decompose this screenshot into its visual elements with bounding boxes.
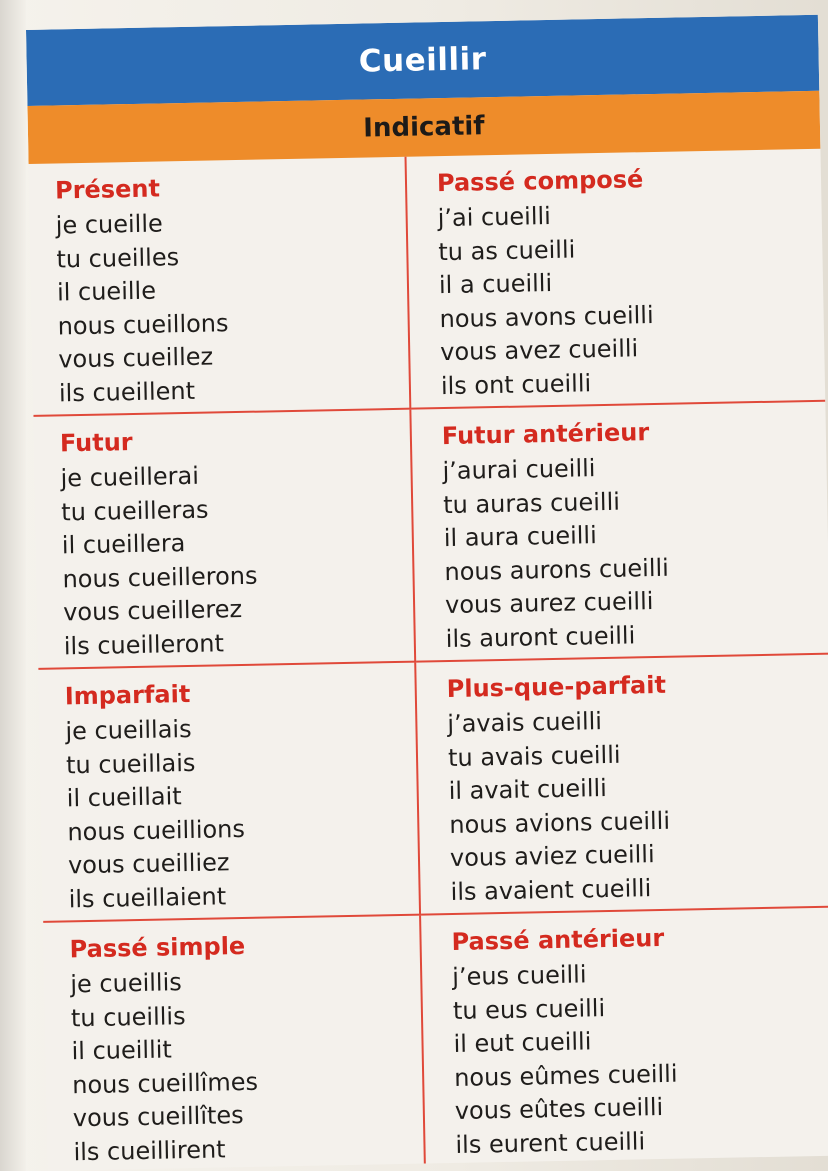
form-line: il cueille: [56, 276, 157, 307]
tense-cell-imparfait: [38, 663, 421, 923]
form-line: nous eûmes cueilli: [453, 1059, 678, 1092]
form-line: ils auront cueilli: [445, 620, 636, 653]
form-line: vous aviez cueilli: [449, 840, 655, 873]
mode-title: Indicatif: [362, 111, 485, 144]
form-line: ils cueillirent: [73, 1134, 226, 1166]
tense-cell-futur-anterieur: [411, 402, 828, 663]
form-line: ils cueillaient: [68, 881, 227, 913]
form-line: il avait cueilli: [448, 773, 608, 806]
tense-cell-passe-compose: [407, 149, 826, 410]
form-list: [447, 701, 828, 909]
form-line: vous cueillerez: [62, 594, 243, 627]
form-line: il cueillit: [71, 1035, 173, 1066]
form-list: [442, 448, 828, 656]
form-line: il cueillera: [61, 529, 186, 560]
tense-heading: Futur: [59, 428, 133, 458]
form-list: [60, 456, 414, 664]
form-line: il eut cueilli: [453, 1027, 592, 1058]
form-line: nous aurons cueilli: [444, 553, 670, 586]
form-line: nous cueillîmes: [71, 1067, 259, 1099]
tense-heading: Passé simple: [69, 931, 246, 964]
form-line: je cueillerai: [60, 461, 200, 493]
form-list: [437, 195, 825, 403]
tense-heading: Passé antérieur: [451, 923, 665, 956]
tense-heading: Imparfait: [64, 679, 191, 711]
form-line: je cueillis: [70, 968, 182, 999]
form-list: [70, 962, 424, 1170]
form-line: je cueillais: [65, 714, 192, 746]
form-line: tu cueilles: [56, 242, 180, 273]
form-line: j’avais cueilli: [447, 707, 603, 739]
form-line: nous avions cueilli: [449, 806, 671, 839]
form-line: ils avaient cueilli: [450, 873, 652, 906]
form-line: tu as cueilli: [438, 234, 576, 266]
conjugation-table: [26, 15, 828, 1171]
form-line: tu avais cueilli: [447, 740, 621, 772]
tense-heading: Présent: [54, 174, 161, 205]
form-line: ils cueilleront: [63, 628, 225, 660]
form-line: j’ai cueilli: [437, 201, 552, 233]
tense-cell-present: [29, 157, 412, 417]
form-line: tu auras cueilli: [442, 487, 621, 519]
verb-title: Cueillir: [358, 41, 487, 80]
form-line: tu cueilleras: [60, 495, 209, 526]
form-line: vous cueilliez: [67, 848, 230, 880]
form-line: j’eus cueilli: [451, 960, 587, 991]
form-line: ils ont cueilli: [440, 368, 592, 400]
form-line: vous cueillez: [58, 342, 214, 374]
form-list: [452, 954, 828, 1162]
form-line: nous cueillions: [67, 814, 246, 846]
tense-grid: [29, 149, 828, 1171]
form-line: il cueillait: [66, 782, 182, 813]
form-list: [55, 203, 409, 411]
form-line: tu cueillis: [70, 1001, 186, 1032]
form-line: il aura cueilli: [443, 521, 598, 553]
tense-cell-plus-que-parfait: [416, 655, 828, 916]
form-line: tu cueillais: [65, 748, 196, 779]
tense-cell-futur: [33, 410, 416, 670]
page-edge-shadow: [0, 0, 26, 1171]
form-line: j’aurai cueilli: [442, 454, 596, 486]
tense-cell-passe-simple: [43, 916, 426, 1171]
form-line: il a cueilli: [438, 268, 553, 300]
form-line: ils cueillent: [58, 376, 196, 407]
form-line: nous cueillons: [57, 308, 229, 340]
form-line: vous avez cueilli: [439, 334, 639, 367]
tense-heading: Plus-que-parfait: [446, 670, 667, 704]
form-line: vous eûtes cueilli: [454, 1092, 664, 1125]
form-line: vous aurez cueilli: [444, 587, 654, 620]
tense-heading: Passé composé: [436, 165, 644, 198]
form-line: tu eus cueilli: [452, 993, 606, 1025]
tense-cell-passe-anterieur: [421, 908, 828, 1164]
form-line: je cueille: [55, 209, 164, 240]
tense-heading: Futur antérieur: [441, 418, 650, 451]
form-line: nous avons cueilli: [439, 300, 654, 333]
form-list: [65, 709, 419, 917]
form-line: ils eurent cueilli: [455, 1126, 646, 1159]
form-line: vous cueillîtes: [72, 1101, 244, 1133]
form-line: nous cueillerons: [62, 561, 258, 593]
